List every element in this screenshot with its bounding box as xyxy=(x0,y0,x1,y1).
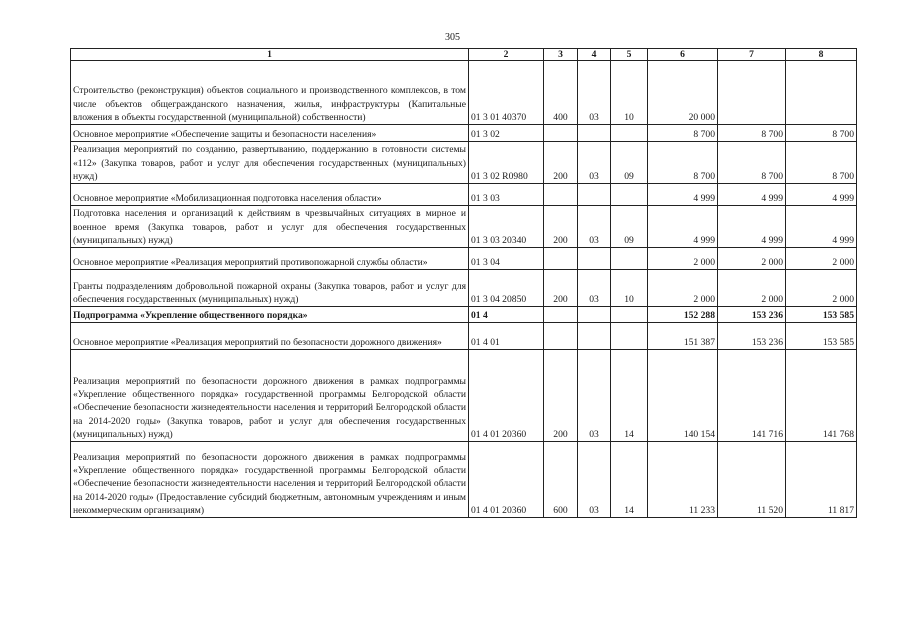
row-description: Реализация мероприятий по безопасности дорожного движения в рамках подпрограммы «Укрепление общественного порядка» государственной программы Белгородской области «Обеспечение безопасности жизнедеятельности населения и территорий Белгородской области на 2014-2020 годы» (Закупка товаров, работ и услуг для обеспечения государственных (муниципальных) нужд) xyxy=(71,350,469,442)
row-target-code: 01 4 01 20360 xyxy=(469,442,544,518)
row-description: Строительство (реконструкция) объектов социального и производственного комплексов, в том числе объектов общегражданского назначения, жилья, инфраструктуры (Капитальные вложения в объекты государственной (муниципальной) собственности) xyxy=(71,61,469,125)
row-description: Реализация мероприятий по созданию, развертыванию, поддержанию в готовности системы «112» (Закупка товаров, работ и услуг для обеспечения государственных (муниципальных) нужд) xyxy=(71,142,469,184)
table-row xyxy=(71,206,857,248)
table-row xyxy=(71,142,857,184)
row-amount-col6: 2 000 xyxy=(648,248,718,270)
table-row xyxy=(71,125,857,142)
row-subsection: 10 xyxy=(611,270,648,307)
row-target-code: 01 3 02 xyxy=(469,125,544,142)
row-amount-col8: 8 700 xyxy=(786,142,857,184)
row-amount-col8 xyxy=(786,61,857,125)
header-col-6: 6 xyxy=(648,49,718,61)
row-amount-col8: 141 768 xyxy=(786,350,857,442)
row-description: Гранты подразделениям добровольной пожарной охраны (Закупка товаров, работ и услуг для обеспечения государственных (муниципальных) нужд) xyxy=(71,270,469,307)
row-section: 03 xyxy=(578,206,611,248)
table-row xyxy=(71,323,857,350)
row-amount-col7: 8 700 xyxy=(718,125,786,142)
table-row xyxy=(71,270,857,307)
row-amount-col6: 11 233 xyxy=(648,442,718,518)
row-subsection xyxy=(611,323,648,350)
row-amount-col8: 4 999 xyxy=(786,184,857,206)
row-subsection xyxy=(611,307,648,323)
row-section xyxy=(578,307,611,323)
row-expense-type: 200 xyxy=(544,270,578,307)
row-subsection xyxy=(611,248,648,270)
row-amount-col7: 4 999 xyxy=(718,184,786,206)
row-amount-col8: 4 999 xyxy=(786,206,857,248)
table-row xyxy=(71,248,857,270)
row-amount-col7: 11 520 xyxy=(718,442,786,518)
row-amount-col7: 2 000 xyxy=(718,248,786,270)
table-row xyxy=(71,307,857,323)
row-section: 03 xyxy=(578,270,611,307)
row-amount-col7: 153 236 xyxy=(718,307,786,323)
row-amount-col6: 151 387 xyxy=(648,323,718,350)
page-number: 305 xyxy=(445,32,460,43)
row-description: Подпрограмма «Укрепление общественного порядка» xyxy=(71,307,469,323)
row-description: Подготовка населения и организаций к действиям в чрезвычайных ситуациях в мирное и военное время (Закупка товаров, работ и услуг для обеспечения государственных (муниципальных) нужд) xyxy=(71,206,469,248)
row-description: Основное мероприятие «Реализация мероприятий по безопасности дорожного движения» xyxy=(71,323,469,350)
header-col-4: 4 xyxy=(578,49,611,61)
row-description: Основное мероприятие «Мобилизационная подготовка населения области» xyxy=(71,184,469,206)
row-amount-col6: 4 999 xyxy=(648,206,718,248)
header-col-2: 2 xyxy=(469,49,544,61)
row-target-code: 01 3 03 xyxy=(469,184,544,206)
row-expense-type xyxy=(544,323,578,350)
row-section: 03 xyxy=(578,350,611,442)
row-amount-col7: 2 000 xyxy=(718,270,786,307)
row-description: Основное мероприятие «Обеспечение защиты и безопасности населения» xyxy=(71,125,469,142)
header-col-7: 7 xyxy=(718,49,786,61)
row-amount-col7: 153 236 xyxy=(718,323,786,350)
row-target-code: 01 4 01 xyxy=(469,323,544,350)
row-amount-col8: 11 817 xyxy=(786,442,857,518)
row-subsection xyxy=(611,184,648,206)
row-amount-col7: 141 716 xyxy=(718,350,786,442)
table-row xyxy=(71,350,857,442)
row-description: Основное мероприятие «Реализация мероприятий противопожарной службы области» xyxy=(71,248,469,270)
header-col-3: 3 xyxy=(544,49,578,61)
row-expense-type: 200 xyxy=(544,206,578,248)
row-subsection: 09 xyxy=(611,206,648,248)
row-target-code: 01 3 02 R0980 xyxy=(469,142,544,184)
row-section xyxy=(578,323,611,350)
header-col-8: 8 xyxy=(786,49,857,61)
row-target-code: 01 3 01 40370 xyxy=(469,61,544,125)
row-section: 03 xyxy=(578,61,611,125)
row-subsection: 09 xyxy=(611,142,648,184)
table-row xyxy=(71,184,857,206)
row-amount-col8: 153 585 xyxy=(786,323,857,350)
row-subsection: 14 xyxy=(611,350,648,442)
row-target-code: 01 4 01 20360 xyxy=(469,350,544,442)
row-subsection: 10 xyxy=(611,61,648,125)
row-section xyxy=(578,248,611,270)
row-expense-type: 200 xyxy=(544,350,578,442)
row-amount-col6: 20 000 xyxy=(648,61,718,125)
row-expense-type xyxy=(544,307,578,323)
table-row xyxy=(71,61,857,125)
header-col-1: 1 xyxy=(71,49,469,61)
row-expense-type xyxy=(544,184,578,206)
header-row xyxy=(71,49,857,61)
row-amount-col6: 8 700 xyxy=(648,142,718,184)
row-amount-col7: 4 999 xyxy=(718,206,786,248)
row-description: Реализация мероприятий по безопасности дорожного движения в рамках подпрограммы «Укрепление общественного порядка» государственной программы Белгородской области «Обеспечение безопасности жизнедеятельности населения и территорий Белгородской области на 2014-2020 годы» (Предоставление субсидий бюджетным, автономным учреждениям и иным некоммерческим организациям) xyxy=(71,442,469,518)
row-section xyxy=(578,125,611,142)
row-section: 03 xyxy=(578,442,611,518)
row-expense-type: 400 xyxy=(544,61,578,125)
row-subsection xyxy=(611,125,648,142)
row-target-code: 01 4 xyxy=(469,307,544,323)
row-amount-col6: 2 000 xyxy=(648,270,718,307)
row-section xyxy=(578,184,611,206)
row-subsection: 14 xyxy=(611,442,648,518)
row-amount-col6: 8 700 xyxy=(648,125,718,142)
row-target-code: 01 3 03 20340 xyxy=(469,206,544,248)
row-amount-col8: 8 700 xyxy=(786,125,857,142)
row-amount-col7 xyxy=(718,61,786,125)
row-amount-col6: 152 288 xyxy=(648,307,718,323)
row-expense-type xyxy=(544,125,578,142)
row-amount-col8: 2 000 xyxy=(786,248,857,270)
header-col-5: 5 xyxy=(611,49,648,61)
row-expense-type xyxy=(544,248,578,270)
row-amount-col6: 140 154 xyxy=(648,350,718,442)
row-amount-col7: 8 700 xyxy=(718,142,786,184)
row-target-code: 01 3 04 20850 xyxy=(469,270,544,307)
budget-table xyxy=(70,48,857,518)
row-amount-col6: 4 999 xyxy=(648,184,718,206)
row-section: 03 xyxy=(578,142,611,184)
table-row xyxy=(71,442,857,518)
row-target-code: 01 3 04 xyxy=(469,248,544,270)
row-expense-type: 600 xyxy=(544,442,578,518)
row-expense-type: 200 xyxy=(544,142,578,184)
row-amount-col8: 153 585 xyxy=(786,307,857,323)
row-amount-col8: 2 000 xyxy=(786,270,857,307)
